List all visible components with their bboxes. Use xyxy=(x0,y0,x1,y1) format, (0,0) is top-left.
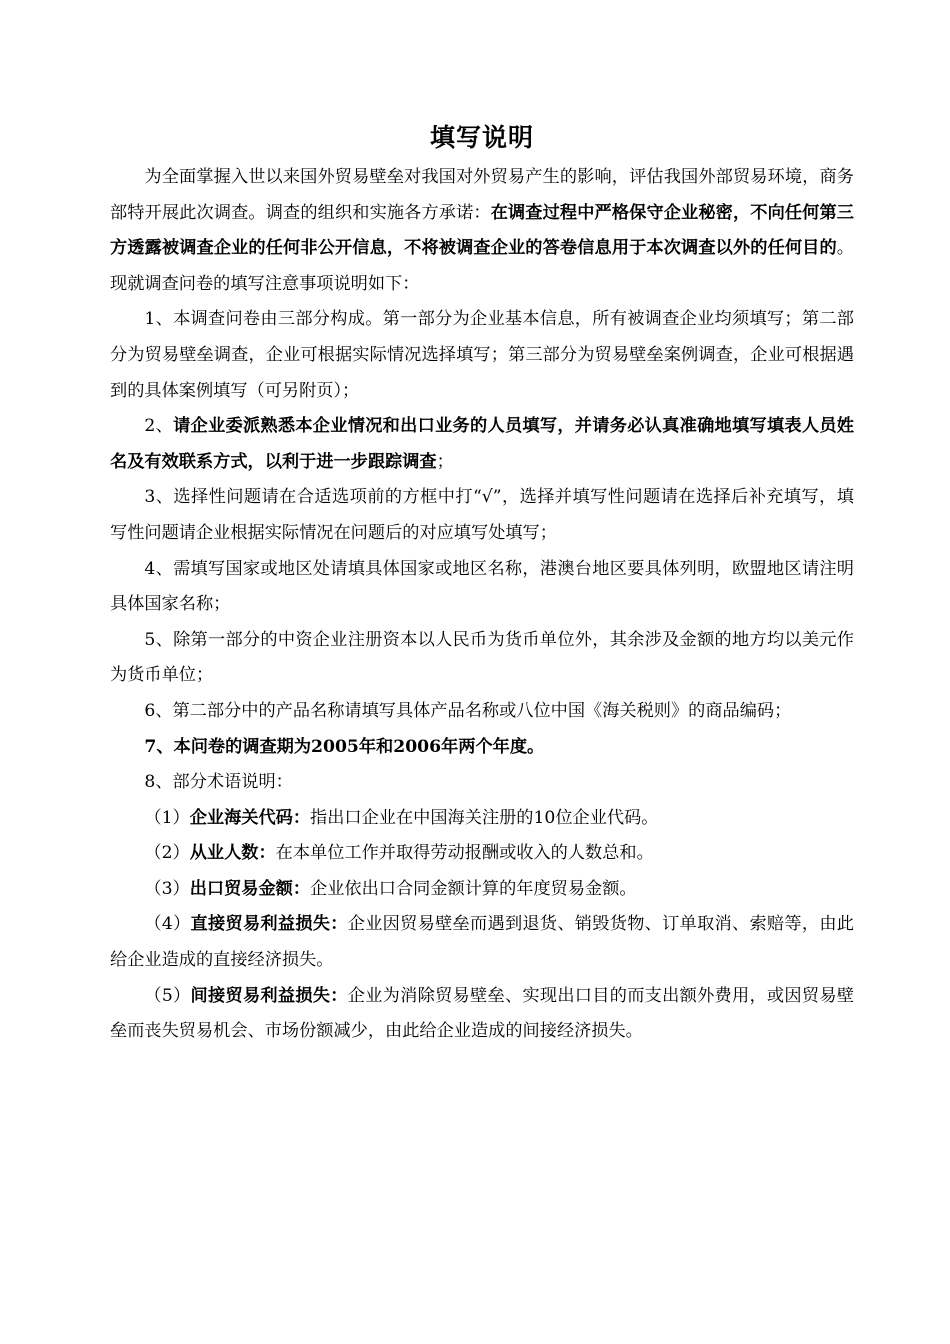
term-item xyxy=(110,907,854,978)
term-label: 从业人数： xyxy=(189,843,276,864)
term-label: 出口贸易金额： xyxy=(189,878,311,899)
instruction-item-3: 3、选择性问题请在合适选项前的方框中打“√”，选择并填写性问题请在选择后补充填写，填写性问题请企业根据实际情况在问题后的对应填写处填写； xyxy=(110,487,854,543)
item-2-number: 2、 xyxy=(144,416,174,437)
term-label: 企业海关代码： xyxy=(189,807,311,828)
instruction-item-1: 1、本调查问卷由三部分构成。第一部分为企业基本信息，所有被调查企业均须填写；第二部分为贸易壁垒调查，企业可根据实际情况选择填写；第三部分为贸易壁垒案例调查，企业可根据遇到的具体案例填写（可另附页）； xyxy=(110,309,854,401)
instruction-item-2 xyxy=(110,409,854,480)
term-number: （5） xyxy=(144,985,191,1006)
confidentiality-commitment: 在调查过程中严格保守企业秘密，不向任何第三方透露被调查企业的任何非公开信息，不将被调查企业的答卷信息用于本次调查以外的任何目的 xyxy=(110,202,854,259)
term-number: （4） xyxy=(144,914,191,935)
term-description: 企业依出口合同金额计算的年度贸易金额。 xyxy=(310,878,637,899)
term-description: 企业因贸易壁垒而遇到退货、销毁货物、订单取消、索赔等，由此给企业造成的直接经济损失。 xyxy=(110,914,854,971)
term-label: 直接贸易利益损失： xyxy=(190,914,348,935)
intro-text-end: 。现就调查问卷的填写注意事项说明如下： xyxy=(110,238,854,294)
instruction-item-4: 4、需填写国家或地区处请填具体国家或地区名称，港澳台地区要具体列明，欧盟地区请注明具体国家名称； xyxy=(110,558,854,615)
term-description: 指出口企业在中国海关注册的10位企业代码。 xyxy=(310,807,659,828)
instruction-item-8: 8、部分术语说明： xyxy=(144,772,293,793)
instruction-item-6: 6、第二部分中的产品名称请填写具体产品名称或八位中国《海关税则》的商品编码； xyxy=(144,700,792,721)
term-label: 间接贸易利益损失： xyxy=(190,985,348,1006)
term-number: （3） xyxy=(144,878,190,899)
page-title: 填写说明 xyxy=(429,123,534,152)
document-page xyxy=(110,118,854,1050)
instruction-item-5: 5、除第一部分的中资企业注册资本以人民币为货币单位外，其余涉及金额的地方均以美元作为货币单位； xyxy=(110,629,854,686)
term-description: 企业为消除贸易壁垒、实现出口目的而支出额外费用，或因贸易壁垒而丧失贸易机会、市场份额减少，由此给企业造成的间接经济损失。 xyxy=(110,985,854,1042)
term-description: 在本单位工作并取得劳动报酬或收入的人数总和。 xyxy=(275,843,654,864)
intro-paragraph xyxy=(110,160,854,302)
item-2-bold-text: 请企业委派熟悉本企业情况和出口业务的人员填写，并请务必认真准确地填写填表人员姓名及有效联系方式，以利于进一步跟踪调查 xyxy=(110,416,854,472)
term-item xyxy=(110,872,854,908)
term-number: （2） xyxy=(144,843,190,864)
term-item xyxy=(110,836,854,872)
term-item xyxy=(110,801,854,837)
item-2-suffix: ； xyxy=(436,451,454,472)
term-number: （1） xyxy=(144,807,190,828)
term-item xyxy=(110,979,854,1050)
intro-text-start: 为全面掌握入世以来国外贸易壁垒对我国对外贸易产生的影响，评估我国外部贸易环境，商务部特开展此次调查。调查的组织和实施各方承诺： xyxy=(110,167,854,223)
instruction-item-7: 7、本问卷的调查期为2005年和2006年两个年度。 xyxy=(144,736,545,757)
